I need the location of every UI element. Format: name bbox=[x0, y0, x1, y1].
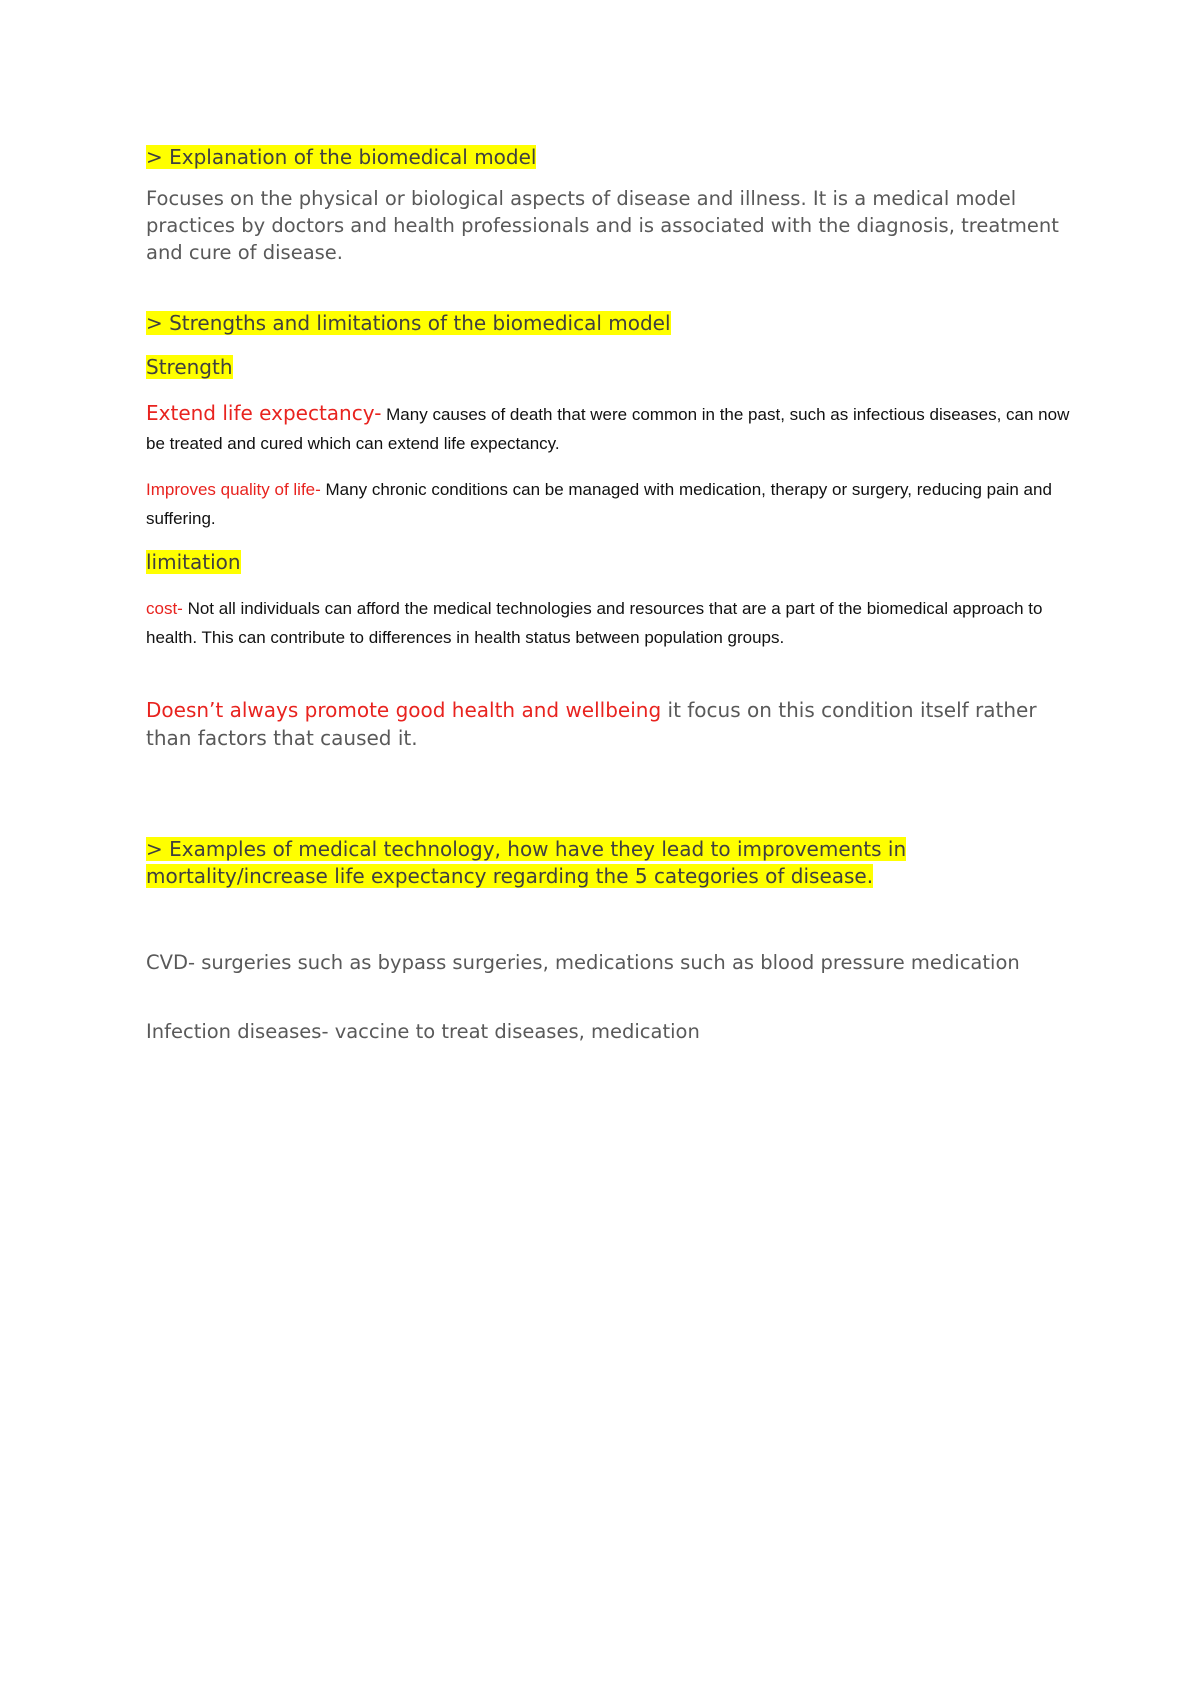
limitation-term: Doesn’t always promote good health and wellbeing bbox=[146, 698, 662, 722]
limitation-item-cost bbox=[146, 594, 1076, 652]
strength-description: Many causes of death that were common in the past, such as infectious diseases, can now be treated and cured which can extend life expectancy. bbox=[146, 405, 1070, 453]
strength-label-text: Strength bbox=[146, 355, 233, 379]
limitation-term: cost- bbox=[146, 599, 183, 618]
strength-term: Extend life expectancy- bbox=[146, 401, 382, 425]
strength-item-quality-of-life bbox=[146, 475, 1076, 533]
explanation-body: Focuses on the physical or biological aspects of disease and illness. It is a medical model practices by doctors and health professionals and is associated with the diagnosis, treatment and cure of disease. bbox=[146, 187, 1059, 264]
example-item-infection: Infection diseases- vaccine to treat diseases, medication bbox=[146, 1020, 700, 1043]
limitation-item-wellbeing bbox=[146, 697, 1076, 753]
limitation-description: Not all individuals can afford the medical technologies and resources that are a part of the biomedical approach to health. This can contribute to differences in health status between population groups. bbox=[146, 599, 1043, 647]
limitation-description: it focus on this condition itself rather than factors that caused it. bbox=[146, 698, 1037, 750]
limitation-label-text: limitation bbox=[146, 550, 241, 574]
strengths-limitations-heading bbox=[146, 310, 1076, 337]
examples-heading-text: > Examples of medical technology, how have they lead to improvements in mortality/increase life expectancy regarding the 5 categories of disease. bbox=[146, 837, 907, 888]
limitation-label bbox=[146, 549, 1076, 576]
explanation-heading-text: > Explanation of the biomedical model bbox=[146, 145, 537, 169]
examples-heading bbox=[146, 836, 1076, 890]
strength-label bbox=[146, 354, 1076, 381]
strength-item-life-expectancy bbox=[146, 399, 1076, 458]
strength-description: Many chronic conditions can be managed with medication, therapy or surgery, reducing pain and suffering. bbox=[146, 480, 1052, 528]
explanation-heading bbox=[146, 144, 1076, 171]
example-item-cvd: CVD- surgeries such as bypass surgeries, medications such as blood pressure medication bbox=[146, 951, 1020, 974]
strength-term: Improves quality of life- bbox=[146, 480, 321, 499]
strengths-limitations-heading-text: > Strengths and limitations of the biomedical model bbox=[146, 311, 671, 335]
